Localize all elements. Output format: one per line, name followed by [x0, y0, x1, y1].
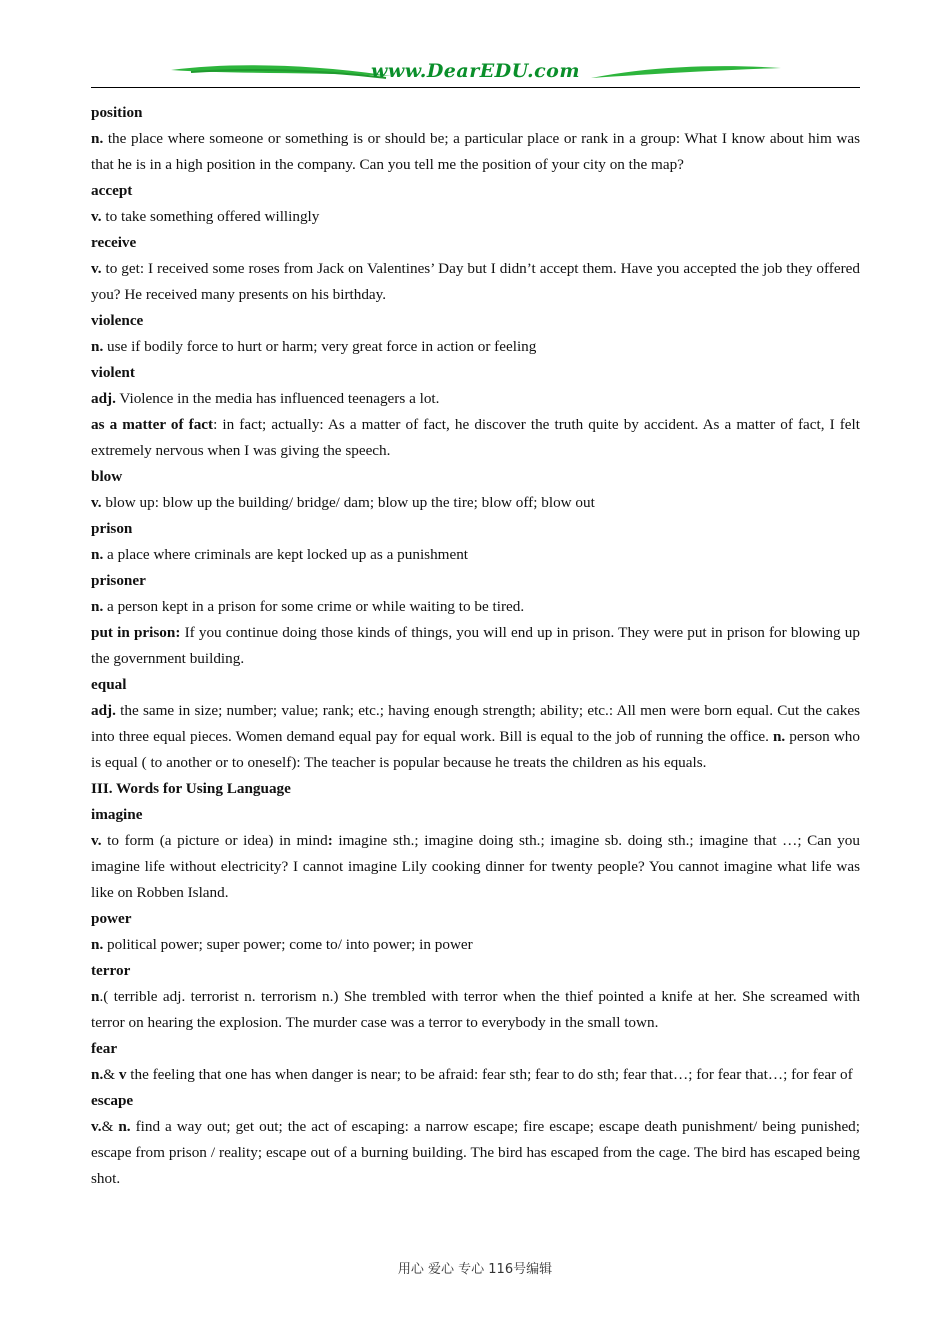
glossary-definition	[91, 698, 860, 776]
definition-text: the same in size; number; value; rank; etc.; having enough strength; ability; etc.: All men were born equal. Cut the cakes into three equal pieces. Women demand equal pay for equal work. Bill is equal to the job of running the office.	[91, 702, 860, 745]
part-of-speech: n.	[91, 546, 104, 563]
glossary-term: imagine	[91, 806, 143, 823]
definition-text: Violence in the media has influenced teenagers a lot.	[115, 390, 440, 407]
glossary-definition	[91, 256, 860, 308]
glossary-term: prisoner	[91, 572, 146, 589]
definition-text: to get: I received some roses from Jack on Valentines’ Day but I didn’t accept them. Have you accepted the job they offered you? He received many presents on his birthday.	[91, 260, 860, 303]
glossary-term: accept	[91, 182, 133, 199]
definition-text: imagine sth.; imagine doing sth.; imagine sb. doing sth.; imagine that …; Can you imagine life without electricity? I cannot imagine Lily cooking dinner for twenty people? You cannot imagine what life was like on Robben Island.	[91, 832, 860, 901]
glossary-definition	[91, 1114, 860, 1192]
definition-text: the feeling that one has when danger is near; to be afraid: fear sth; fear to do sth; fear that…; for fear that…; for fear of	[126, 1066, 853, 1083]
definition-text: .( terrible adj. terrorist n. terrorism n.) She trembled with terror when the thief pointed a knife at her. She screamed with terror on hearing the explosion. The murder case was a terror to everybody in the small town.	[91, 988, 860, 1031]
part-of-speech: v.	[91, 1118, 102, 1135]
definition-text: the place where someone or something is or should be; a particular place or rank in a group: What I know about him was that he is in a high position in the company. Can you tell me the position of your city on the map?	[91, 130, 860, 173]
part-of-speech: v.	[91, 260, 102, 277]
glossary-term: violent	[91, 364, 135, 381]
part-of-speech: n.	[772, 728, 786, 745]
page-header	[91, 58, 860, 90]
glossary-definition	[91, 542, 860, 568]
glossary-term: power	[91, 910, 132, 927]
part-of-speech: n.	[91, 338, 104, 355]
glossary-definition	[91, 334, 860, 360]
part-of-speech: :	[327, 832, 333, 849]
part-of-speech: n	[91, 988, 100, 1005]
glossary-term: escape	[91, 1092, 134, 1109]
glossary-definition	[91, 412, 860, 464]
glossary-definition	[91, 386, 860, 412]
part-of-speech: adj.	[91, 390, 116, 407]
glossary-term: receive	[91, 234, 137, 251]
part-of-speech: v.	[91, 494, 102, 511]
glossary-term: terror	[91, 962, 131, 979]
glossary-content	[91, 100, 860, 1192]
part-of-speech: n.	[91, 598, 104, 615]
definition-text: blow up: blow up the building/ bridge/ dam; blow up the tire; blow off; blow out	[101, 494, 595, 511]
glossary-definition	[91, 1062, 860, 1088]
definition-text: : in fact; actually: As a matter of fact, he discover the truth quite by accident. As a matter of fact, I felt extremely nervous when I was giving the speech.	[91, 416, 860, 459]
definition-text: &	[101, 1118, 119, 1135]
glossary-definition	[91, 204, 860, 230]
glossary-definition	[91, 984, 860, 1036]
part-of-speech: v.	[91, 832, 102, 849]
part-of-speech: put in prison:	[91, 624, 181, 641]
definition-text: &	[103, 1066, 119, 1083]
definition-text: find a way out; get out; the act of escaping: a narrow escape; fire escape; escape death punishment/ being punished; escape from prison / reality; escape out of a burning building. The bird has escaped from the cage. The bird has escaped being shot.	[91, 1118, 860, 1187]
part-of-speech: v	[118, 1066, 127, 1083]
definition-text: use if bodily force to hurt or harm; very great force in action or feeling	[103, 338, 537, 355]
definition-text: a person kept in a prison for some crime or while waiting to be tired.	[103, 598, 525, 615]
glossary-definition	[91, 828, 860, 906]
header-rule	[91, 87, 860, 88]
glossary-term: equal	[91, 676, 127, 693]
part-of-speech: n.	[91, 1066, 104, 1083]
glossary-definition	[91, 932, 860, 958]
part-of-speech: v.	[91, 208, 102, 225]
definition-text: a place where criminals are kept locked up as a punishment	[103, 546, 469, 563]
part-of-speech: n.	[118, 1118, 131, 1135]
definition-text: person who is equal ( to another or to oneself): The teacher is popular because he treats the children as his equals.	[91, 728, 860, 771]
definition-text: to take something offered willingly	[101, 208, 320, 225]
definition-text: political power; super power; come to/ into power; in power	[103, 936, 473, 953]
glossary-definition	[91, 620, 860, 672]
definition-text: to form (a picture or idea) in mind	[101, 832, 328, 849]
definition-text: If you continue doing those kinds of things, you will end up in prison. They were put in prison for blowing up the government building.	[91, 624, 860, 667]
part-of-speech: n.	[91, 936, 104, 953]
glossary-definition	[91, 490, 860, 516]
glossary-term: fear	[91, 1040, 118, 1057]
glossary-definition	[91, 126, 860, 178]
part-of-speech: n.	[91, 130, 104, 147]
page-footer: 用心 爱心 专心 116号编辑	[397, 1262, 553, 1277]
site-logo: www.DearEDU.com	[371, 60, 580, 82]
glossary-term: violence	[91, 312, 144, 329]
glossary-definition	[91, 594, 860, 620]
glossary-term: prison	[91, 520, 133, 537]
part-of-speech: adj.	[91, 702, 116, 719]
glossary-term: III. Words for Using Language	[91, 780, 291, 797]
glossary-term: position	[91, 104, 143, 121]
part-of-speech: as a matter of fact	[91, 416, 214, 433]
glossary-term: blow	[91, 468, 123, 485]
